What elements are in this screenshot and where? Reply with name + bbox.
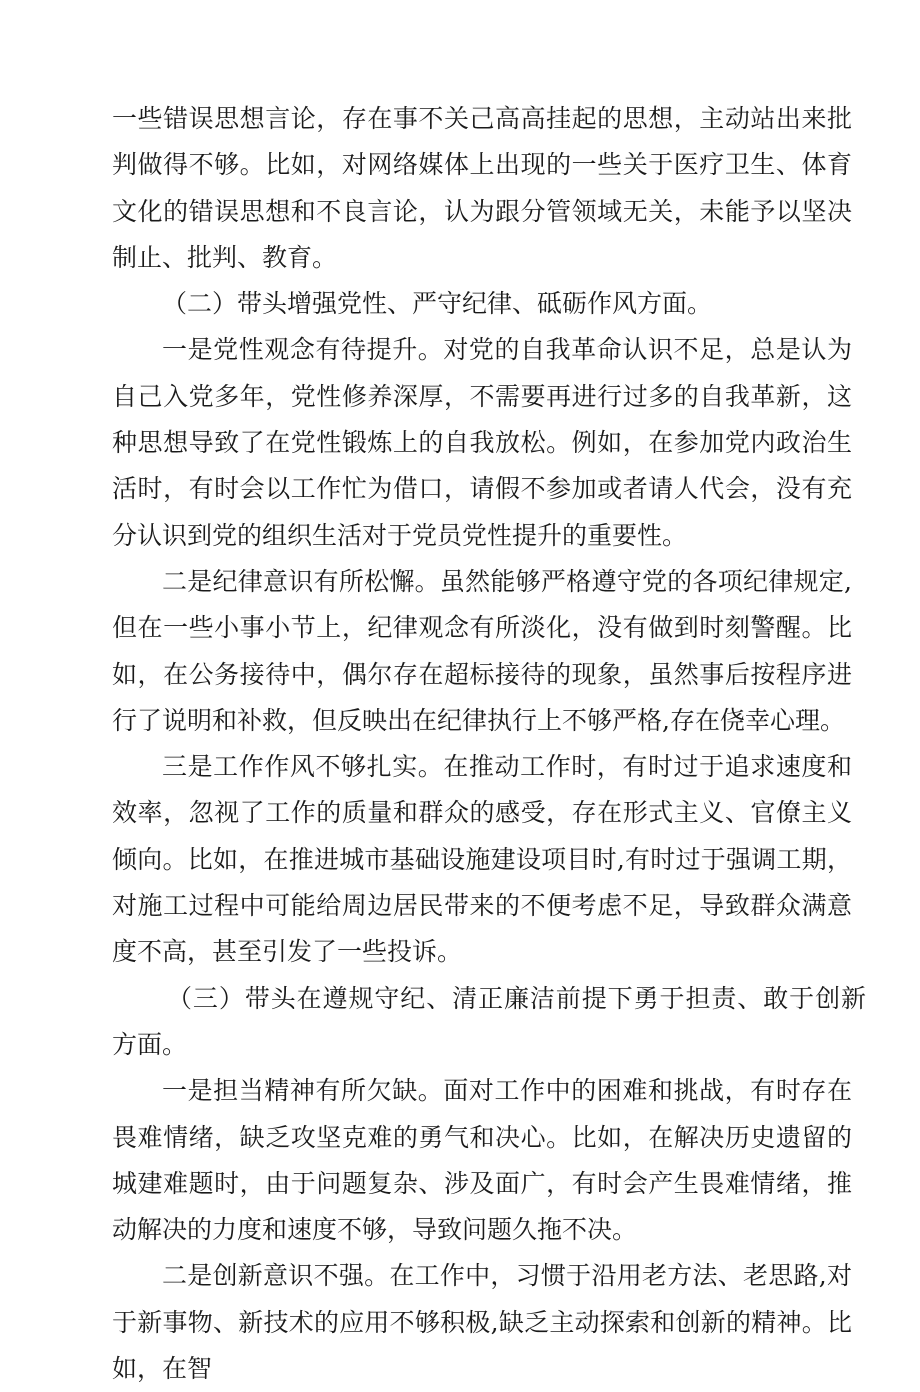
paragraph-responsibility: 一是担当精神有所欠缺。面对工作中的困难和挑战，有时存在畏难情绪，缺乏攻坚克难的勇气和决心。比如，在解决历史遗留的城建难题时，由于问题复杂、涉及面广，有时会产生畏难情绪，推动解决的力度和速度不够，导致问题久拖不决。: [112, 1076, 852, 1245]
paragraph-innovation: 二是创新意识不强。在工作中，习惯于沿用老方法、老思路,对于新事物、新技术的应用不够积极,缺乏主动探索和创新的精神。比如，在智: [112, 1261, 852, 1384]
paragraph-party-spirit: 一是党性观念有待提升。对党的自我革命认识不足，总是认为自己入党多年，党性修养深厚，不需要再进行过多的自我革新，这种思想导致了在党性锻炼上的自我放松。例如，在参加党内政治生活时，有时会以工作忙为借口，请假不参加或者请人代会，没有充分认识到党的组织生活对于党员党性提升的重要性。: [112, 335, 852, 550]
paragraph-discipline: 二是纪律意识有所松懈。虽然能够严格遵守党的各项纪律规定,但在一些小事小节上，纪律观念有所淡化，没有做到时刻警醒。比如，在公务接待中，偶尔存在超标接待的现象，虽然事后按程序进行了说明和补救，但反映出在纪律执行上不够严格,存在侥幸心理。: [112, 566, 852, 735]
document-body: [112, 96, 866, 1392]
section-heading-2: （二）带头增强党性、严守纪律、砥砺作风方面。: [162, 289, 713, 319]
paragraph-work-style: 三是工作作风不够扎实。在推动工作时，有时过于追求速度和效率，忽视了工作的质量和群众的感受，存在形式主义、官僚主义倾向。比如，在推进城市基础设施建设项目时,有时过于强调工期，对施工过程中可能给周边居民带来的不便考虑不足，导致群众满意度不高，甚至引发了一些投诉。: [112, 752, 852, 967]
paragraph-continuation: 一些错误思想言论，存在事不关己高高挂起的思想，主动站出来批判做得不够。比如，对网络媒体上出现的一些关于医疗卫生、体育文化的错误思想和不良言论，认为跟分管领域无关，未能予以坚决制止、批判、教育。: [112, 104, 852, 272]
section-heading-3: （三）带头在遵规守纪、清正廉洁前提下勇于担责、敢于创新方面。: [112, 983, 866, 1059]
